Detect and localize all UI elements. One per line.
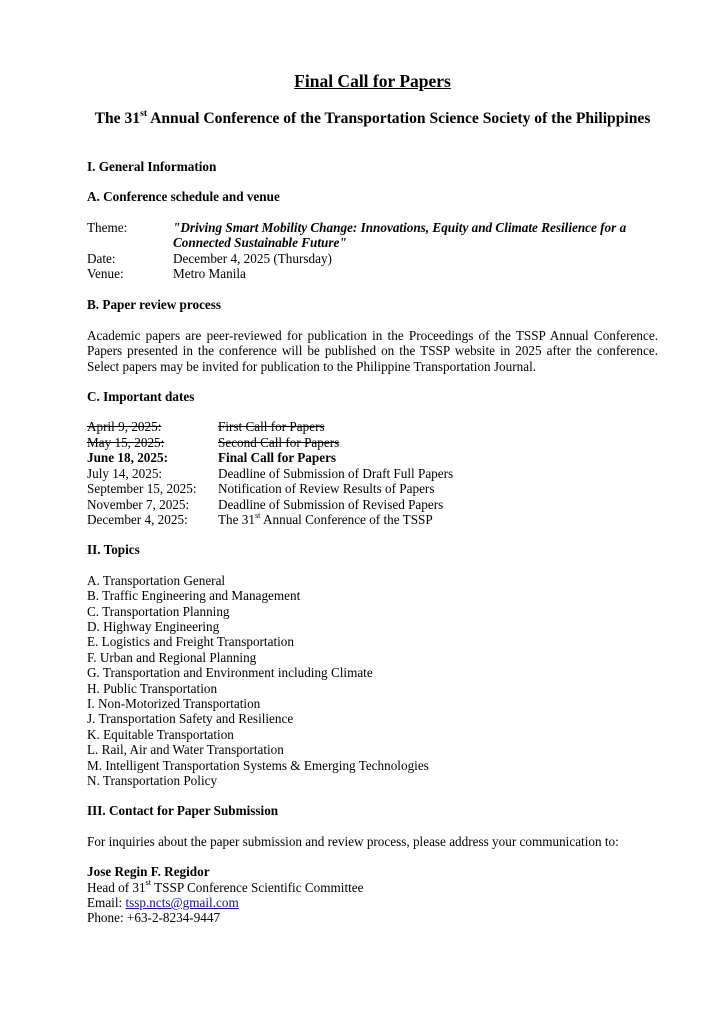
date-cell: December 4, 2025: [87, 511, 188, 527]
subtitle-sup: st [140, 107, 148, 119]
list-item: J. Transportation Safety and Resilience [87, 711, 294, 727]
list-item: L. Rail, Air and Water Transportation [87, 742, 284, 758]
role-suffix: TSSP Conference Scientific Committee [151, 879, 364, 895]
event-prefix: The 31 [218, 511, 255, 527]
subtitle-prefix: The 31 [94, 110, 141, 127]
schedule-heading: A. Conference schedule and venue [87, 189, 280, 205]
date-row-3 [87, 450, 658, 465]
list-item: B. Traffic Engineering and Management [87, 588, 301, 604]
role-sup: st [145, 878, 152, 888]
contact-name: Jose Regin F. Regidor [87, 864, 210, 880]
event-suffix: Annual Conference of the TSSP [260, 511, 433, 527]
list-item: I. Non-Motorized Transportation [87, 695, 261, 711]
event-cell: First Call for Papers [218, 419, 325, 435]
date-cell: June 18, 2025: [87, 450, 168, 466]
list-item: F. Urban and Regional Planning [87, 649, 257, 665]
event-sup: st [255, 510, 261, 520]
topics-list [87, 573, 658, 789]
list-item: C. Transportation Planning [87, 603, 230, 619]
date-label: Date: [87, 250, 116, 266]
role-prefix: Head of 31 [87, 879, 146, 895]
venue-row [87, 266, 658, 281]
list-item: A. Transportation General [87, 572, 226, 588]
contact-role [87, 880, 658, 895]
review-text: Academic papers are peer-reviewed for publication in the Proceedings of the TSSP Annual Conference. Papers presented in the conference will be published on the TSSP website in 2025 after the conference. Select papers may be invited for publication to the Philippine Transportation Journal. [87, 327, 658, 374]
event-cell: Final Call for Papers [218, 450, 337, 466]
contact-intro: For inquiries about the paper submission and review process, please address your communication to: [87, 833, 619, 849]
date-row-7 [87, 512, 658, 527]
date-row-1 [87, 419, 658, 434]
list-item: K. Equitable Transportation [87, 726, 234, 742]
dates-table [87, 419, 658, 527]
date-cell: May 15, 2025: [87, 434, 165, 450]
date-row-6 [87, 497, 658, 512]
conference-subtitle [87, 109, 658, 129]
list-item: G. Transportation and Environment including Climate [87, 665, 373, 681]
theme-label: Theme: [87, 219, 128, 235]
venue-value: Metro Manila [173, 266, 246, 282]
dates-heading: C. Important dates [87, 389, 195, 405]
contact-phone: Phone: +63-2-8234-9447 [87, 910, 221, 926]
email-label: Email: [87, 895, 126, 911]
date-row-4 [87, 466, 658, 481]
event-cell: Second Call for Papers [218, 434, 340, 450]
date-row-5 [87, 481, 658, 496]
date-cell: July 14, 2025: [87, 465, 163, 481]
list-item: D. Highway Engineering [87, 618, 220, 634]
date-row [87, 251, 658, 266]
topics-heading: II. Topics [87, 542, 140, 558]
review-heading: B. Paper review process [87, 297, 222, 313]
date-cell: November 7, 2025: [87, 496, 190, 512]
contact-email-line [87, 895, 658, 910]
date-cell: April 9, 2025: [87, 419, 162, 435]
venue-label: Venue: [87, 266, 124, 282]
theme-row [87, 220, 658, 251]
date-row-2 [87, 435, 658, 450]
theme-value: "Driving Smart Mobility Change: Innovations, Equity and Climate Resilience for a Connected Sustainable Future" [173, 219, 627, 251]
event-cell [218, 512, 433, 527]
contact-heading: III. Contact for Paper Submission [87, 803, 279, 819]
date-value: December 4, 2025 (Thursday) [173, 250, 332, 266]
email-link[interactable]: tssp.ncts@gmail.com [125, 895, 239, 911]
event-cell: Deadline of Submission of Revised Papers [218, 496, 444, 512]
date-cell: September 15, 2025: [87, 481, 197, 497]
page-title: Final Call for Papers [294, 71, 451, 91]
list-item: M. Intelligent Transportation Systems & Emerging Technologies [87, 757, 429, 773]
section-general-heading: I. General Information [87, 159, 217, 174]
subtitle-suffix: Annual Conference of the Transportation Science Society of the Philippines [147, 110, 651, 127]
list-item: E. Logistics and Freight Transportation [87, 634, 294, 650]
event-cell: Deadline of Submission of Draft Full Papers [218, 465, 454, 481]
list-item: N. Transportation Policy [87, 773, 218, 788]
list-item: H. Public Transportation [87, 680, 218, 696]
event-cell: Notification of Review Results of Papers [218, 481, 435, 497]
